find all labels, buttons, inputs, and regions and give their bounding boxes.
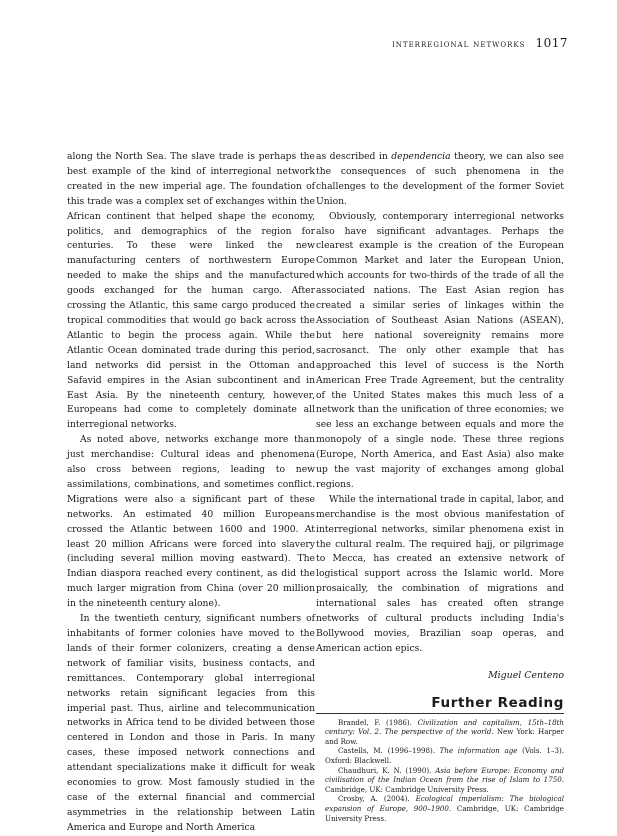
paragraph: In the twentieth century, significant numbers of inhabitants of former colonies have moved to the lands of their former colonizers, creating a dense network of familiar visits, business contacts, and remittances. Contemporary global interregional networks retain significant legacies from this imperial past. Thus, airline and telecommunication networks in Africa tend to be divided between those centered in London and those in Paris. In many cases, these imposed network connections and attendant specializations make it difficult for weak economies to grow. Most famously studied in the case of the external financial and commercial asymmetries in the relationship between Latin America and Europe and North America: [67, 613, 315, 833]
reference-title: Ecological imperialism: The biological expansion of Europe, 900–1900.: [325, 794, 564, 813]
left-column: [67, 150, 315, 836]
reference-author: Castells, M. (1996–1998).: [338, 746, 440, 756]
reference-author: Chaudhuri, K. N. (1990).: [338, 765, 436, 775]
reference-author: Brandel, F. (1986).: [338, 717, 418, 727]
author-signature: Miguel Centeno: [488, 669, 564, 681]
reference-item: [316, 794, 564, 823]
paragraph: along the North Sea. The slave trade is perhaps the best example of the kind of interregional network created in the new imperial age. The foundation of this trade was a complex set of exchanges within the African continent that helped shape the economy, politics, and demographics of the region for centuries. To these were linked the new manufacturing centers of northwestern Europe needed to make the ships and the manufactured goods exchanged for the human cargo. After crossing the Atlantic, this same cargo produced the tropical commodities that would go back across the Atlantic to begin the process again. While the Atlantic Ocean dominated trade during this period, land networks did persist in the Ottoman and Safavid empires in the Asian subcontinent and in East Asia. By the nineteenth century, however, Europeans had come to completely dominate all interregional networks.: [67, 151, 315, 431]
reference-publisher: New York: Harper and Row.: [325, 727, 564, 746]
paragraph: As noted above, networks exchange more than just merchandise: Cultural ideas and phenomena also cross between regions, leading to new assimilations, combinations, and sometimes conflict. Migrations were also a significant part of these networks. An estimated 40 million Europeans crossed the Atlantic between 1600 and 1900. At least 20 million Africans were forced into slavery (including several million moving eastward). The Indian diaspora reached every continent, as did the much larger migration from China (over 20 million in the nineteenth century alone).: [67, 434, 315, 610]
paragraph-text: theory, we can also see the consequences of such phenomena in the challenges to the development of the former Soviet Union.: [316, 151, 564, 207]
page-number: 1017: [535, 36, 568, 50]
reference-list: [316, 718, 564, 824]
reference-title: Asia before Europe: Economy and civilisation of the Indian Ocean from the rise of Islam to 1750.: [325, 765, 564, 785]
right-column: [316, 150, 564, 823]
reference-publisher: (Vols. 1–3). Oxford: Blackwell.: [325, 746, 564, 765]
paragraph: Obviously, contemporary interregional networks also have significant advantages. Perhaps the clearest example is the creation of the European Common Market and later the European Union, which accounts for two-thirds of the trade of all the associated nations. The East Asian region has created a similar series of linkages within the Association of Southeast Asian Nations (ASEAN), but here national sovereignity remains more sacrosanct. The only other example that has approached this level of success is the North American Free Trade Agreement, but the centrality of the United States makes this much less of a network than the unification of three economies; we see less an exchange between equals and more the monopoly of a single node. These three regions (Europe, North America, and East Asia) also make up the vast majority of exchanges among global regions.: [316, 210, 564, 490]
reference-item: [316, 718, 564, 747]
further-reading-heading: Further Reading: [431, 694, 564, 711]
reference-item: [316, 746, 564, 765]
reference-publisher: Cambridge, UK: Cambridge University Press.: [325, 784, 489, 794]
reference-title: The information age: [439, 746, 518, 756]
paragraph-text: as described in: [316, 151, 392, 162]
running-title: interregional networks: [392, 39, 526, 50]
heading-rule: [316, 713, 564, 714]
emphasized-term: dependencia: [391, 151, 451, 162]
running-head: [392, 36, 568, 50]
reference-author: Crosby, A. (2004).: [338, 794, 416, 804]
reference-item: [316, 766, 564, 795]
paragraph: While the international trade in capital, labor, and merchandise is the most obvious manifestation of interregional networks, similar phenomena exist in the cultural realm. The required hajj, or pilgrimage to Mecca, has created an extensive network of logistical support across the Islamic world. More prosaically, the combination of migrations and international sales has created often strange networks of cultural products including India's Bollywood movies, Brazilian soap operas, and American action epics.: [316, 493, 564, 654]
reference-publisher: Cambridge, UK: Cambridge University Press.: [325, 803, 565, 823]
paragraph: [316, 150, 564, 210]
reference-title: Civilization and capitalism, 15th–18th century: Vol. 2. The perspective of the world.: [325, 717, 565, 737]
